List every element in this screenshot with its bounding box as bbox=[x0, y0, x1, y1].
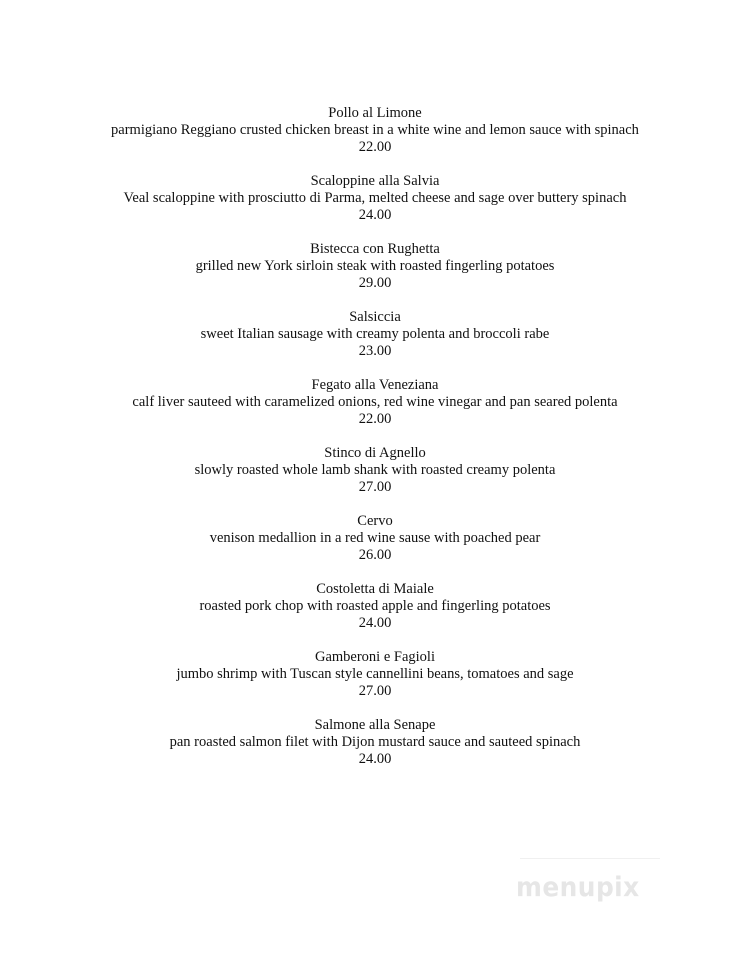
dish-name: Costoletta di Maiale bbox=[316, 581, 434, 597]
dish-description: roasted pork chop with roasted apple and fingerling potatoes bbox=[199, 598, 551, 614]
dish-price: 29.00 bbox=[358, 275, 392, 291]
dish-name: Cervo bbox=[357, 513, 393, 529]
dish-name: Stinco di Agnello bbox=[324, 445, 426, 461]
dish-name: Fegato alla Veneziana bbox=[311, 377, 439, 393]
menu-item-gamberoni-e-fagioli bbox=[105, 649, 645, 700]
dish-name: Scaloppine alla Salvia bbox=[310, 173, 440, 189]
dish-name: Salsiccia bbox=[349, 309, 401, 325]
dish-price: 24.00 bbox=[358, 207, 392, 223]
dish-description: pan roasted salmon filet with Dijon mustard sauce and sauteed spinach bbox=[169, 734, 581, 750]
dish-price: 22.00 bbox=[358, 411, 392, 427]
menu-list bbox=[0, 105, 750, 785]
dish-name: Pollo al Limone bbox=[328, 105, 422, 121]
menu-item-bistecca-con-rughetta bbox=[105, 241, 645, 292]
dish-name: Bistecca con Rughetta bbox=[310, 241, 440, 257]
menu-item-salsiccia bbox=[105, 309, 645, 360]
dish-description: sweet Italian sausage with creamy polenta and broccoli rabe bbox=[200, 326, 550, 342]
watermark-divider bbox=[520, 858, 660, 859]
dish-price: 26.00 bbox=[358, 547, 392, 563]
dish-name: Gamberoni e Fagioli bbox=[314, 649, 435, 665]
menu-item-pollo-al-limone bbox=[105, 105, 645, 156]
dish-price: 22.00 bbox=[358, 139, 392, 155]
menu-item-salmone-alla-senape bbox=[105, 717, 645, 768]
dish-name: Salmone alla Senape bbox=[314, 717, 436, 733]
menu-item-fegato-alla-veneziana bbox=[105, 377, 645, 428]
dish-description: grilled new York sirloin steak with roasted fingerling potatoes bbox=[195, 258, 555, 274]
menupix-watermark: menupix bbox=[516, 872, 640, 903]
menu-item-scaloppine-alla-salvia bbox=[105, 173, 645, 224]
menu-item-cervo bbox=[105, 513, 645, 564]
menu-item-costoletta-di-maiale bbox=[105, 581, 645, 632]
dish-description: jumbo shrimp with Tuscan style cannellini beans, tomatoes and sage bbox=[176, 666, 574, 682]
dish-description: venison medallion in a red wine sause with poached pear bbox=[209, 530, 541, 546]
menu-item-stinco-di-agnello bbox=[105, 445, 645, 496]
dish-description: calf liver sauteed with caramelized onions, red wine vinegar and pan seared polenta bbox=[132, 394, 618, 410]
dish-price: 24.00 bbox=[358, 615, 392, 631]
dish-description: parmigiano Reggiano crusted chicken breast in a white wine and lemon sauce with spinach bbox=[111, 122, 639, 138]
dish-description: Veal scaloppine with prosciutto di Parma, melted cheese and sage over buttery spinach bbox=[123, 190, 627, 206]
dish-price: 23.00 bbox=[358, 343, 392, 359]
dish-price: 24.00 bbox=[358, 751, 392, 767]
dish-price: 27.00 bbox=[358, 479, 392, 495]
dish-description: slowly roasted whole lamb shank with roasted creamy polenta bbox=[194, 462, 556, 478]
dish-price: 27.00 bbox=[358, 683, 392, 699]
